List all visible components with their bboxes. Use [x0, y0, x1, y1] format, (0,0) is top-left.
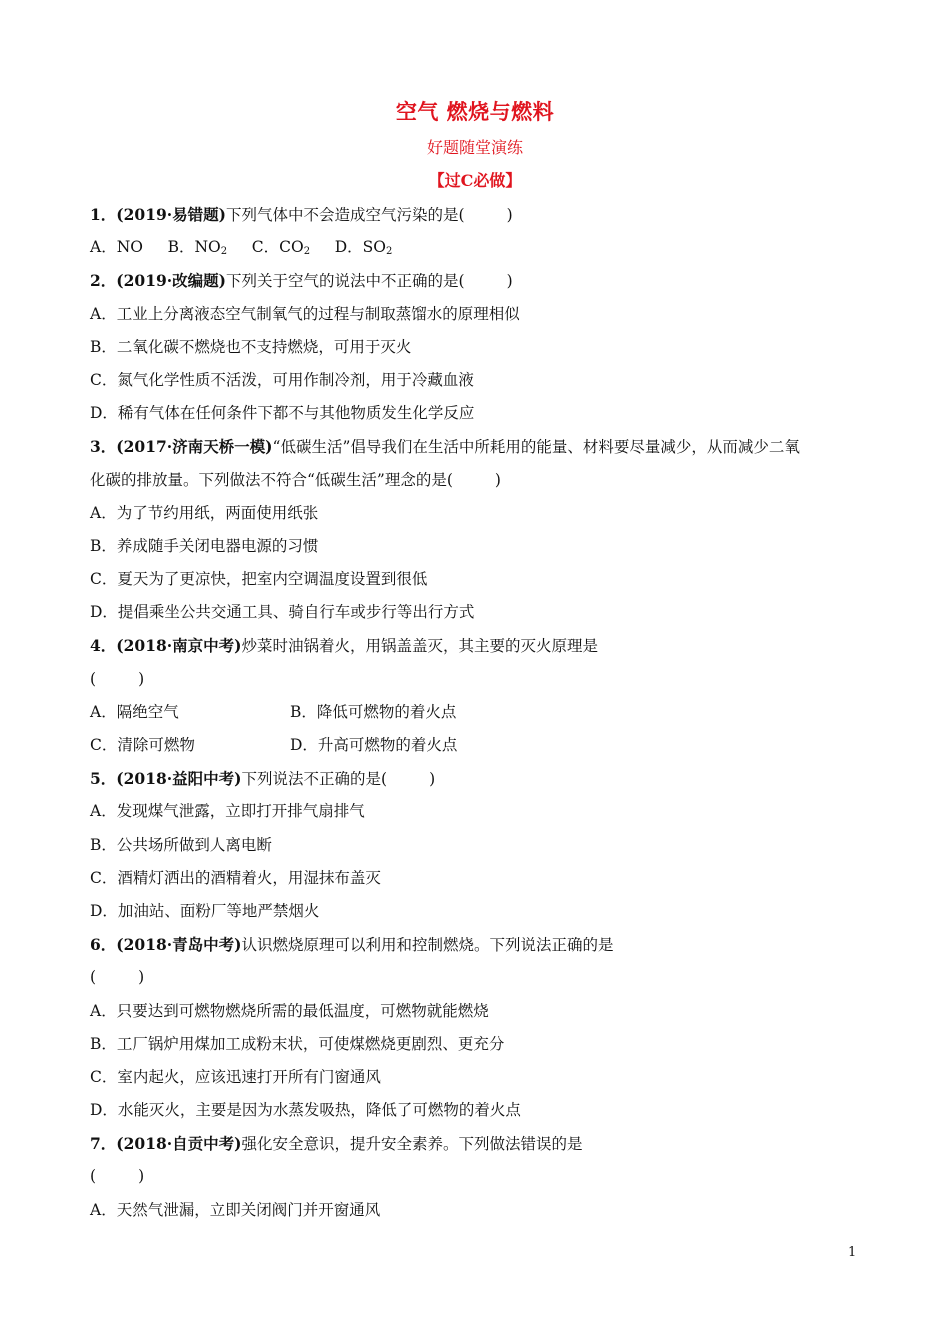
question-3-option-c: C．夏天为了更凉快，把室内空调温度设置到很低 [90, 570, 428, 589]
question-2-option-c: C．氮气化学性质不活泼，可用作制冷剂，用于冷藏血液 [90, 370, 474, 389]
question-4-options-ab [90, 696, 870, 729]
option-c: C．清除可燃物 [90, 736, 195, 754]
option-b: B．$NO_2$ [167, 238, 228, 258]
option-d: D．升高可燃物的着火点 [290, 736, 458, 754]
question-2-option-b: B．二氧化碳不燃烧也不支持燃烧，可用于灭火 [90, 337, 412, 356]
question-2-option-a: A．工业上分离液态空气制氧气的过程与制取蒸馏水的原理相似 [90, 304, 520, 323]
question-4-options-cd [90, 729, 870, 762]
question-2-stem: 2．(2019·改编题)下列关于空气的说法中不正确的是( ) [90, 271, 513, 291]
question-5-option-b: B．公共场所做到人离电断 [90, 835, 272, 854]
question-6-option-b: B．工厂锅炉用煤加工成粉末状，可使煤燃烧更剧烈、更充分 [90, 1034, 505, 1053]
question-1-stem: 1．(2019·易错题)下列气体中不会造成空气污染的是( ) [90, 205, 513, 224]
question-5-option-a: A．发现煤气泄露，立即打开排气扇排气 [90, 802, 365, 821]
page-title: 空气 燃烧与燃料 [395, 99, 555, 124]
question-3-stem: 3．(2017·济南天桥一模)“低碳生活”倡导我们在生活中所耗用的能量、材料要尽量减少，从而减少二氧 [90, 437, 800, 457]
question-4-stem: 4．(2018·南京中考)炒菜时油锅着火，用锅盖盖灭，其主要的灭火原理是 [90, 636, 599, 656]
option-a: A．NO [90, 238, 143, 257]
option-c: C．$CO_2$ [251, 238, 311, 258]
question-6-stem: 6．(2018·青岛中考)认识燃烧原理可以利用和控制燃烧。下列说法正确的是 [90, 935, 614, 955]
question-3-option-a: A．为了节约用纸，两面使用纸张 [90, 503, 319, 522]
question-7-answer-paren: ( ) [90, 1167, 145, 1186]
question-3-option-b: B．养成随手关闭电器电源的习惯 [90, 536, 319, 555]
question-6-option-d: D．水能灭火，主要是因为水蒸发吸热，降低了可燃物的着火点 [90, 1101, 521, 1120]
section-heading: 【过C必做】 [428, 171, 522, 190]
question-6-option-a: A．只要达到可燃物燃烧所需的最低温度，可燃物就能燃烧 [90, 1001, 489, 1020]
question-4-answer-paren: ( ) [90, 669, 145, 688]
question-5-stem: 5．(2018·益阳中考)下列说法不正确的是( ) [90, 769, 436, 789]
question-5-option-c: C．酒精灯洒出的酒精着火，用湿抹布盖灭 [90, 868, 381, 887]
option-b: B．降低可燃物的着火点 [290, 702, 457, 721]
question-6-answer-paren: ( ) [90, 968, 145, 987]
question-7-stem: 7．(2018·自贡中考)强化安全意识，提升安全素养。下列做法错误的是 [90, 1134, 583, 1154]
page-subtitle: 好题随堂演练 [426, 138, 523, 157]
question-list [90, 198, 870, 1227]
question-2-option-d: D．稀有气体在任何条件下都不与其他物质发生化学反应 [90, 404, 475, 423]
question-5-option-d: D．加油站、面粉厂等地严禁烟火 [90, 901, 320, 920]
option-a: A．隔绝空气 [90, 702, 179, 721]
question-3-stem-cont: 化碳的排放量。下列做法不符合“低碳生活”理念的是( ) [90, 470, 501, 489]
option-d: D．$SO_2$ [334, 238, 393, 258]
question-1-options [90, 231, 870, 264]
question-3-option-d: D．提倡乘坐公共交通工具、骑自行车或步行等出行方式 [90, 603, 475, 622]
question-6-option-c: C．室内起火，应该迅速打开所有门窗通风 [90, 1067, 381, 1086]
page-number: 1 [848, 1245, 857, 1260]
question-7-option-a: A．天然气泄漏，立即关闭阀门并开窗通风 [90, 1200, 381, 1219]
